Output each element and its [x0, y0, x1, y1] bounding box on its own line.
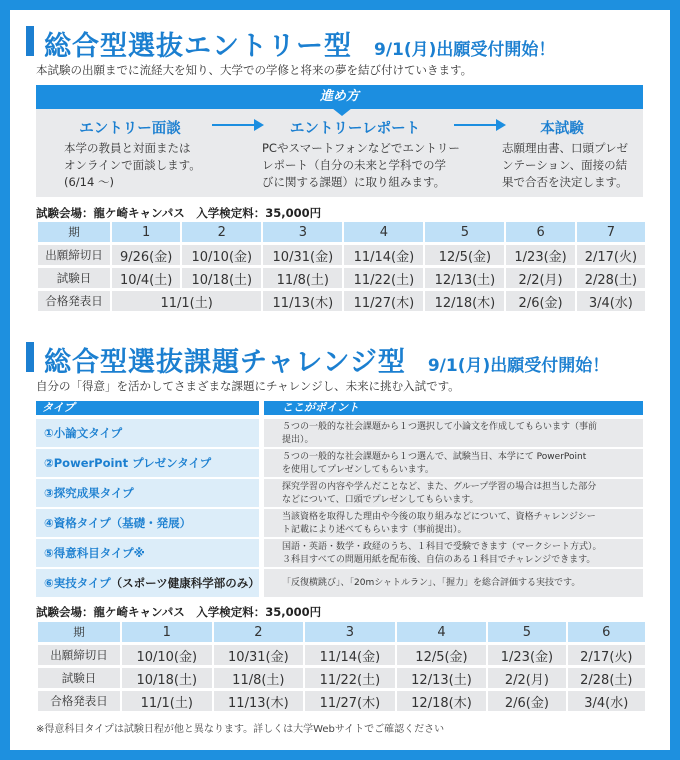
entry-title: 総合型選抜エントリー型 [44, 31, 352, 62]
steps-header: 進め方 [36, 85, 643, 109]
type-point: 当該資格を取得した理由や今後の取り組みなどについて、資格チャレンジシー ト記載により述べてもらいます（事前提出）。 [264, 509, 643, 537]
challenge-description: 自分の「得意」を活かしてさまざまな課題にチャレンジし、未来に挑む入試です。 [36, 379, 460, 393]
step-title: エントリーレポート [289, 121, 421, 137]
table-row: 試験日 10/18(土) 11/8(土) 11/22(土) 12/13(土) 2/2(月) 2/28(土) [38, 668, 645, 688]
entry-description: 本試験の出願までに流経大を知り、大学での学修と将来の夢を結び付けていきます。 [36, 63, 473, 77]
type-inquiry: ③探究成果タイプ [36, 479, 259, 507]
challenge-schedule-table [36, 619, 647, 714]
step-text: PCやスマートフォンなどでエントリー レポート（自分の未来と学科での学 びに関する課題）に取り組みます。 [262, 141, 460, 189]
type-point: 国語・英語・数学・政経のうち、１科目で受験できます（マークシート方式）。 ３科目すべての問題用紙を配布後、自信のある１科目でチャレンジできます。 [264, 539, 643, 567]
type-powerpoint: ②PowerPoint プレゼンタイプ [36, 449, 259, 477]
section-accent-bar [26, 342, 34, 372]
section-accent-bar [26, 26, 34, 56]
step-report [280, 117, 430, 138]
table-row: 出願締切日 9/26(金) 10/10(金) 10/31(金) 11/14(金) 12/5(金) 1/23(金) 2/17(火) [38, 245, 645, 265]
challenge-venue: 試験会場：龍ケ崎キャンパス 入学検定料：35,000円 [36, 605, 322, 619]
table-row: 合格発表日 11/1(土) 11/13(木) 11/27(木) 12/18(木) 2/6(金) 3/4(水) [38, 691, 645, 711]
type-point: ５つの一般的な社会課題から１つ選択して小論文を作成してもらいます（事前 提出）。 [264, 419, 643, 447]
entry-schedule-table [36, 219, 647, 314]
type-point: ５つの一般的な社会課題から１つ選んで、試験当日、本学にて PowerPoint を使用してプレゼンしてもらいます。 [264, 449, 643, 477]
table-row: 試験日 10/4(土) 10/18(土) 11/8(土) 11/22(土) 12/13(土) 2/2(月) 2/28(土) [38, 268, 645, 288]
steps-notch [332, 108, 352, 116]
type-essay: ①小論文タイプ [36, 419, 259, 447]
table-row: 出願締切日 10/10(金) 10/31(金) 11/14(金) 12/5(金) 1/23(金) 2/17(火) [38, 645, 645, 665]
table-row: 合格発表日 11/1(土) 11/13(木) 11/27(木) 12/18(木) 2/6(金) 3/4(水) [38, 291, 645, 311]
type-point: 探究学習の内容や学んだことなど、また、グループ学習の場合は担当した部分 などについて、口頭でプレゼンしてもらいます。 [264, 479, 643, 507]
challenge-date: 9/1(月)出願受付開始！ [427, 356, 610, 376]
points-column-header: ここがポイント [264, 401, 643, 415]
types-column-header: タイプ [36, 401, 259, 415]
step-title: 本試験 [540, 121, 584, 137]
step-interview [70, 117, 190, 138]
challenge-title: 総合型選抜課題チャレンジ型 [44, 347, 406, 378]
entry-venue: 試験会場：龍ケ崎キャンパス 入学検定料：35,000円 [36, 206, 322, 220]
arrow-icon [212, 124, 256, 126]
footnote: ※得意科目タイプは試験日程が他と異なります。詳しくは大学Webサイトでご確認ください [36, 724, 445, 735]
step-text: 本学の教員と対面または オンラインで面談します。 (6/14 〜) [64, 141, 201, 189]
type-practical: ⑥実技タイプ（スポーツ健康科学部のみ） [36, 569, 259, 597]
table-row: 期 1 2 3 4 5 6 7 [38, 222, 645, 242]
step-text: 志願理由書、口頭プレゼ ンテーション、面接の結 果で合否を決定します。 [502, 141, 629, 189]
step-title: エントリー面談 [79, 121, 181, 137]
type-subject: ⑤得意科目タイプ※ [36, 539, 259, 567]
entry-date: 9/1(月)出願受付開始！ [374, 40, 556, 60]
type-point: 「反復横跳び」、「20mシャトルラン」、「握力」を総合評価する実技です。 [264, 569, 643, 597]
challenge-heading [44, 340, 609, 379]
step-exam [522, 117, 602, 138]
table-row: 期 1 2 3 4 5 6 [38, 622, 645, 642]
entry-heading [44, 24, 555, 63]
type-qualification: ④資格タイプ（基礎・発展） [36, 509, 259, 537]
arrow-icon [454, 124, 498, 126]
